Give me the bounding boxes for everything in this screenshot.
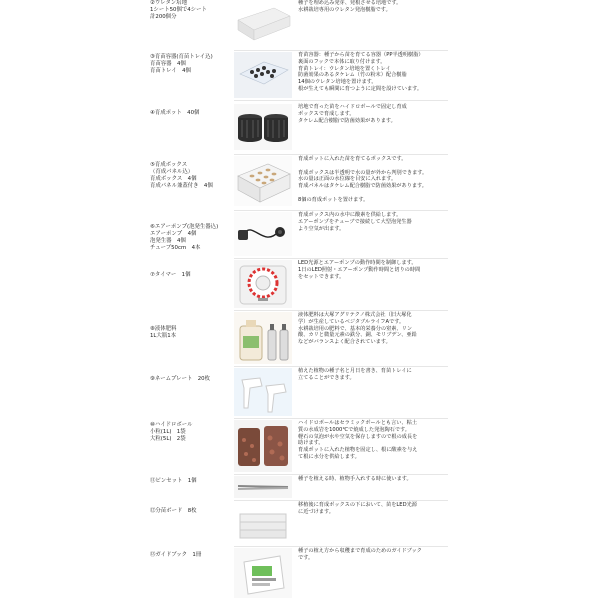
item-label: ③育苗容器(育苗トレイ込) 育苗容器 4個 育苗トレイ 4個 [150,54,213,74]
item-label: ⑧液体肥料 1L大瓶1本 [150,326,177,339]
item-row-name-plates [0,366,600,418]
urethane-image [234,2,292,46]
item-label: ⑦タイマー 1個 [150,272,191,278]
item-label: ④育成ポット 40個 [150,110,200,116]
fertilizer-image [234,312,292,364]
item-description: LED光源とエアーポンプの動作時間を制御します。 1日のLED照射・エアーポンプ動作時間と切りの時間 をセットできます。 [298,260,421,280]
item-description: 培地で育った苗をハイドロボールで固定し育成 ボックスで育成します。 タケレム配合樹脂で防菌効果があります。 [298,104,407,124]
item-description: 種子を植える時、植物手入れする時に使います。 [298,476,412,482]
seedling-tray-image [234,52,292,98]
boards-image [234,502,292,544]
item-label: ⑪ピンセット 1個 [150,478,197,484]
item-description: 種子を埋め込み発芽、発根させる培地です。 水耕栽培専用のウレタン発泡樹脂です。 [298,0,402,13]
guide-book-image [234,548,292,598]
item-description: 種子の植え方から収穫まで育成のためのガイドブック です。 [298,548,422,561]
item-label: ⑩ハイドロボール 小粒(1L) 1袋 大粒(5L) 2袋 [150,422,193,442]
growth-box-image [234,156,292,206]
item-label: ⑥エアーポンプ(泡発生器込) エアーポンプ 4個 泡発生器 4個 チューブ50cm 4本 [150,224,219,251]
timer-image [234,260,292,308]
item-description: 移植後に育成ボックスの下において、苗をLED光源 に近づけます。 [298,502,417,515]
item-row-boards [0,500,600,546]
item-description: 育成ボックス内の水中に酸素を供給します。 エアーポンプをチューブで接続して大型泡発生器 より空気が出ます。 [298,212,412,232]
item-row-urethane [0,0,600,50]
item-row-seedling-container [0,50,600,100]
item-row-growth-box [0,154,600,210]
item-row-air-pump [0,210,600,258]
item-row-hydro-ball [0,418,600,474]
item-description: 育苗容器：種子から苗を育てる容器（PP半透明樹脂） 裏面のフックで本体に取り付けます。 育苗トレイ：ウレタン培地を置くトレイ 防菌効果のあるタケレム（竹の粉末）配合樹脂 14個のウレタン培地を置けます。 根が生えても瞬間に育つように定間を設けています。 [298,52,424,92]
name-plates-image [234,368,292,416]
item-row-pots [0,100,600,154]
item-description: 植えた植物の種子名と月日を書き、育苗トレイに 立てることができます。 [298,368,412,381]
hydro-ball-image [234,420,292,472]
item-label: ⑤育成ボックス （育成パネル込） 育成ボックス 4個 育成パネル兼蓋付き 4個 [150,162,213,189]
item-description: ハイドロボールはセラミックボールとも言い、粘土 質の水成岩を1000℃で焼成した発泡陶石です。 軽石の気泡が水や空気を保存しますので根の成長を 助けます。 育成ポットに入れた植物を固定し、根に酸素を与え て根に水分を供給します。 [298,420,418,460]
air-pump-image [234,212,292,256]
item-row-tweezers [0,474,600,500]
item-row-guide-book [0,546,600,600]
item-label: ②ウレタン培地 1シート50個で4シート 計200個分 [150,0,207,20]
item-row-fertilizer [0,310,600,366]
pots-image [234,104,292,150]
tweezers-image [234,476,292,498]
item-label: ⑫分苗ボード 8枚 [150,508,197,514]
item-description: 育成ポットに入れた苗を育てるボックスです。 育成ボックスは半透明で水の量が外から判別できます。 水の量は正面の水位線を目安に入れます。 育成パネルはタケレム配合樹脂で防菌効果があります。 8個の育成ポットを置けます。 [298,156,428,203]
item-description: 液体肥料は大塚アグリテクノ株式会社（旧大塚化 学）が生産しているベジタブルライフAです。 水耕栽培用の肥料で、基本的栄養分の窒素、リン 酸、カリと微量元素の鉄分、銅、モリブデン、亜鉛 などがバランスよく配合されています。 [298,312,417,346]
item-label: ⑨ネームプレート 20枚 [150,376,210,382]
item-row-timer [0,258,600,310]
item-label: ⑬ガイドブック 1冊 [150,552,202,558]
